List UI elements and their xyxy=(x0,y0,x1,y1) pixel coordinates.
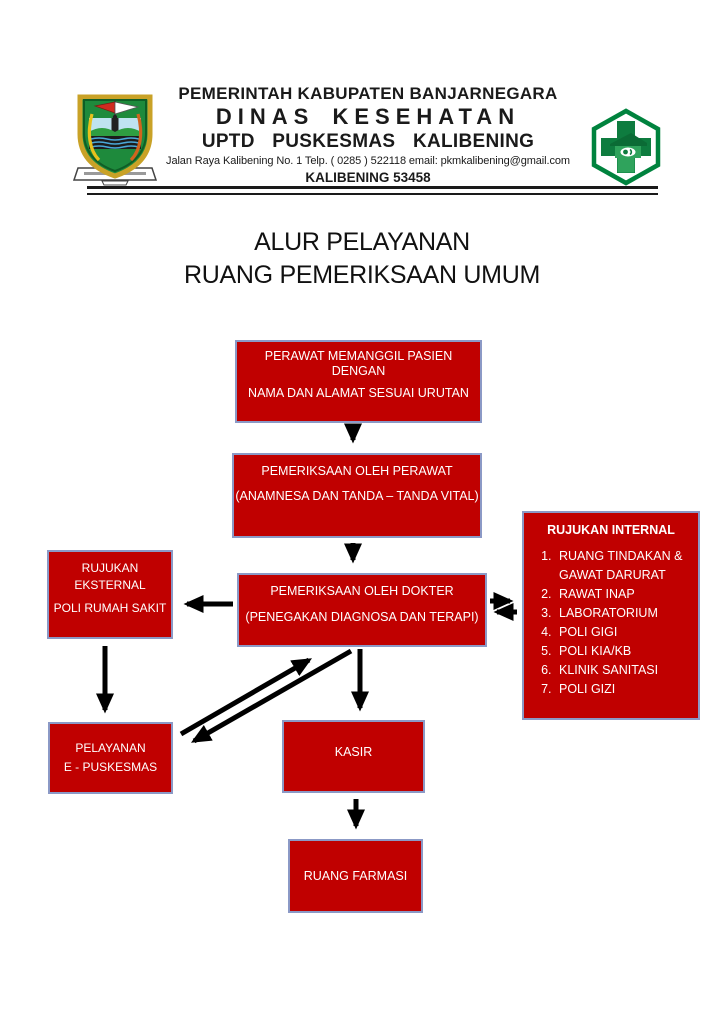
flow-box-pemeriksaan-perawat xyxy=(232,453,482,538)
letterhead-divider xyxy=(87,186,658,195)
rujukan-internal-item: 3. LABORATORIUM xyxy=(555,604,698,623)
flow-box-text: PELAYANAN xyxy=(75,741,146,755)
banjarnegara-crest-logo xyxy=(72,92,158,186)
letterhead xyxy=(150,84,586,186)
rujukan-internal-item: 4. POLI GIGI xyxy=(555,623,698,642)
flow-box-text: RUJUKAN xyxy=(81,561,139,575)
flow-box-text: (ANAMNESA DAN TANDA – TANDA VITAL) xyxy=(235,489,479,503)
letterhead-city-postal: KALIBENING 53458 xyxy=(305,170,431,185)
puskesmas-green-cross-icon xyxy=(588,108,664,186)
flow-box-text: RUANG FARMASI xyxy=(303,868,408,883)
flow-box-ruang-farmasi xyxy=(288,839,423,913)
letterhead-address: Jalan Raya Kalibening No. 1 Telp. ( 0285 ) 522118 email: pkmkalibening@gmail.com xyxy=(166,155,570,167)
banjarnegara-crest-icon xyxy=(72,92,158,186)
flow-box-pemeriksaan-dokter xyxy=(237,573,487,647)
flow-box-text: EKSTERNAL xyxy=(74,578,146,592)
flow-box-pelayanan-epuskesmas xyxy=(48,722,173,794)
page-title-line1: ALUR PELAYANAN xyxy=(254,228,470,256)
letterhead-government: PEMERINTAH KABUPATEN BANJARNEGARA xyxy=(178,84,558,103)
letterhead-unit: UPTD PUSKESMAS KALIBENING xyxy=(201,131,535,152)
flow-box-text: PEMERIKSAAN OLEH PERAWAT xyxy=(261,464,453,478)
flow-box-text: (PENEGAKAN DIAGNOSA DAN TERAPI) xyxy=(245,610,479,624)
flow-box-text: KASIR xyxy=(334,745,373,759)
flow-box-text: PEMERIKSAAN OLEH DOKTER xyxy=(270,584,454,598)
rujukan-internal-item: 7. POLI GIZI xyxy=(555,680,698,699)
page-title xyxy=(0,226,724,292)
rujukan-internal-item: 1. RUANG TINDAKAN & GAWAT DARURAT xyxy=(555,547,698,585)
letterhead-department: DINAS KESEHATAN xyxy=(215,104,521,129)
puskesmas-logo xyxy=(588,108,664,186)
flow-box-rujukan-internal xyxy=(522,511,700,720)
flow-box-text: PERAWAT MEMANGGIL PASIEN DENGAN xyxy=(264,348,453,378)
flow-box-rujukan-eksternal xyxy=(47,550,173,639)
flow-box-kasir xyxy=(282,720,425,793)
flow-box-perawat-memanggil xyxy=(235,340,482,423)
rujukan-internal-item: 6. KLINIK SANITASI xyxy=(555,661,698,680)
rujukan-internal-title: RUJUKAN INTERNAL xyxy=(547,523,675,537)
page-title-line2: RUANG PEMERIKSAAN UMUM xyxy=(184,261,540,289)
flow-box-text: NAMA DAN ALAMAT SESUAI URUTAN xyxy=(248,385,469,400)
rujukan-internal-item: 2. RAWAT INAP xyxy=(555,585,698,604)
rujukan-internal-item: 5. POLI KIA/KB xyxy=(555,642,698,661)
flow-box-text: POLI RUMAH SAKIT xyxy=(53,601,167,615)
flow-box-text: E - PUSKESMAS xyxy=(63,760,158,774)
rujukan-internal-list xyxy=(524,547,698,699)
